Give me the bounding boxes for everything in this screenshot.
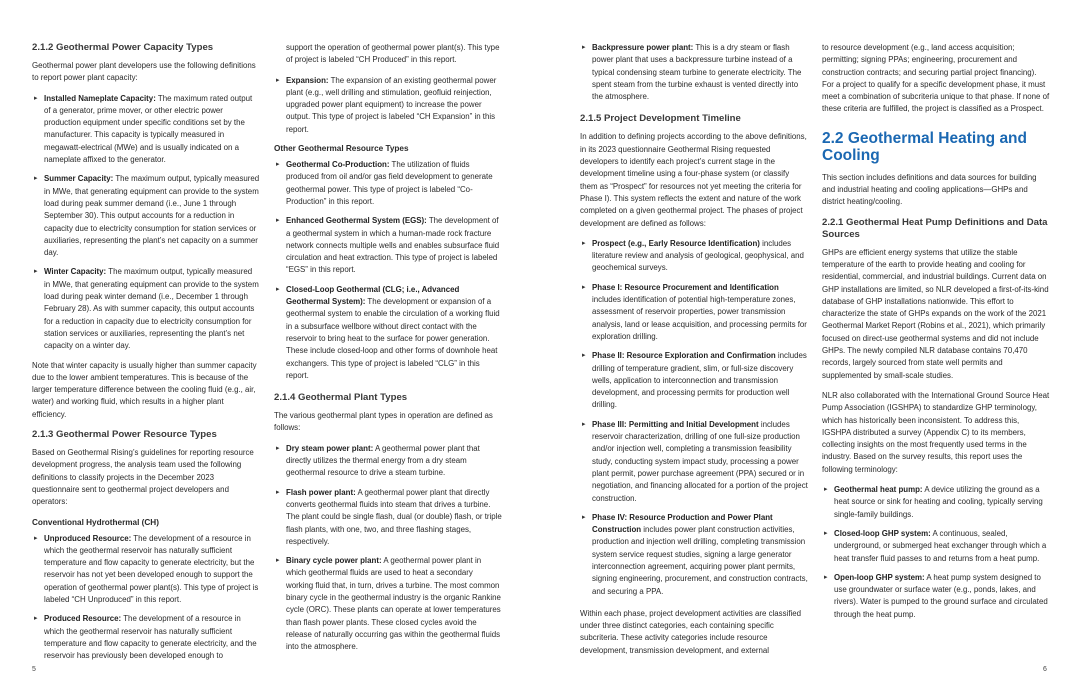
bullet-list	[32, 533, 260, 663]
paragraph: NLR also collaborated with the International Ground Source Heat Pump Association (IGSHPA) to standardize GHP terminology, which has historically been inconsistent. To address this, IGSHPA distributed a survey (Appendix C) to its members, collecting insights on the most frequently used terms in the industry. Based on the survey results, this report uses the following terminology:	[822, 390, 1050, 474]
paragraph: to resource development (e.g., land access acquisition; permitting; signing PPAs; engineering, procurement and construction contracts; and securing partial project financing). For a project to qualify for a specific development phase, it must meet a combination of subcriteria unique to that phase. If none of these criteria are fulfilled, the project is classified as a Prospect.	[822, 43, 1050, 114]
definition: A device utilizing the ground as a heat source or sink for heating and cooling, typically serving single-family buildings.	[834, 485, 1043, 519]
list-item	[274, 487, 502, 548]
section-heading-2-1-5: 2.1.5 Project Development Timeline	[580, 113, 741, 125]
paragraph: Based on Geothermal Rising’s guidelines for reporting resource development progress, the analysis team used the following definitions to classify projects in the December 2023 questionnaire sent to geothermal project developers and operators:	[32, 448, 254, 507]
list-item	[32, 613, 260, 662]
paragraph: In addition to defining projects according to the above definitions, in its 2023 questionnaire Geothermal Rising requested developers to identify each project’s current stage in the development timeline using a four-phase system (or classify them as “Prospect” for resources not yet meeting the criteria for Phase I). This system reflects the extent and nature of the work completed on a given geothermal project. The phases of project development are defined as follows:	[580, 132, 807, 228]
bullet-list	[580, 238, 808, 598]
definition: The development of a resource in which the geothermal reservoir has naturally sufficient temperature and flow capacity to generate electricity, but the reservoir has not yet been developed enough to support the operation of geothermal power plant(s). This type of project is labeled “CH Unproduced” in this report.	[44, 533, 259, 604]
subheading: Other Geothermal Resource Types	[274, 144, 409, 154]
definition: The development of a geothermal system in which a human-made rock fracture network connects multiple wells and enables subsurface fluid circulation and heat extraction. This type of project is labeled “EGS” in this report.	[286, 216, 500, 275]
paragraph: Note that winter capacity is usually higher than summer capacity due to the lower ambient temperatures. This is because of the larger temperature difference between the cooling fluid (e.g., air, water) and working fluid, which results in a higher plant efficiency.	[32, 360, 257, 419]
term: Installed Nameplate Capacity:	[44, 93, 156, 103]
list-item	[274, 555, 502, 653]
term: Binary cycle power plant:	[286, 556, 382, 566]
list-item	[274, 443, 502, 480]
list-item	[580, 282, 808, 343]
term: Prospect (e.g., Early Resource Identification)	[592, 238, 760, 248]
paragraph: support the operation of geothermal power plant(s). This type of project is labeled “CH Produced” in this report.	[286, 43, 500, 65]
definition: includes literature review and analysis of geological, geophysical, and geochemical surveys.	[592, 238, 804, 273]
term: Phase IV: Resource Production and Power Plant Construction	[592, 512, 773, 535]
paragraph: Geothermal power plant developers use the following definitions to report power plant capacity:	[32, 61, 256, 83]
section-heading-2-1-3: 2.1.3 Geothermal Power Resource Types	[32, 429, 217, 441]
term: Expansion:	[286, 75, 329, 85]
term: Enhanced Geothermal System (EGS):	[286, 216, 427, 226]
term: Dry steam power plant:	[286, 443, 374, 453]
definition: includes drilling of temperature gradient, slim, or full-size discovery wells, application to interconnection and transmission development, and processing permits for production well drilling.	[592, 351, 807, 410]
bullet-list	[274, 443, 502, 654]
paragraph: The various geothermal plant types in operation are defined as follows:	[274, 411, 493, 433]
definition: A heat pump system designed to use groundwater or surface water (e.g., ponds, lakes, and rivers). Water is pumped to the ground surface and circulated through the heat pump.	[834, 572, 1048, 619]
definition: includes identification of potential high-temperature zones, assessment of reservoir properties, power transmission analysis, land or lease acquisition, and processing permits for exploration drilling.	[592, 295, 807, 341]
definition: The development of a resource in which the geothermal reservoir has naturally sufficient temperature and flow capacity to generate electricity, and the reservoir has previously been developed enough to	[44, 614, 257, 661]
bullet-list	[822, 484, 1050, 621]
term: Backpressure power plant:	[592, 43, 694, 52]
list-item	[32, 93, 260, 167]
list-item	[580, 350, 808, 411]
column-4	[822, 42, 1050, 628]
definition: The maximum rated output of a generator, prime mover, or other electric power production equipment under specific conditions set by the manufacturer. This capacity is typically measured in megawatt-electrical (MWe) and is usually indicated on a nameplate affixed to the generator.	[44, 93, 253, 165]
definition: includes power plant construction activities, production and injection well drilling, completing transmission system service request studies, signing a large generator interconnection agreement, acquiring power plant permits, signing engineering, procurement, and construction contracts, and securing a PPA.	[592, 525, 808, 596]
page-number-right: 6	[1043, 666, 1047, 673]
list-item	[274, 75, 502, 136]
definition: A continuous, sealed, underground, or submerged heat exchanger through which a heat transfer fluid passes to and returns from a heat pump.	[834, 528, 1047, 563]
definition: includes reservoir characterization, drilling of one full-size production and/or injection well, completing a transmission feasibility study, conducting system impact study, processing a power plant permit, power purchase agreement (PPA) secured or in negotiation, and financing allocated for a portion of the project construction.	[592, 419, 808, 503]
list-item	[580, 238, 808, 275]
term: Unproduced Resource:	[44, 533, 132, 543]
term: Produced Resource:	[44, 614, 122, 624]
list-item	[580, 512, 808, 598]
paragraph: This section includes definitions and data sources for building and industrial heating and cooling applications—GHPs and district heating/cooling.	[822, 172, 1037, 207]
term: Phase III: Permitting and Initial Development	[592, 419, 759, 429]
list-item	[274, 159, 502, 208]
definition: The maximum output, typically measured in MWe, that generating equipment can provide to the system load during peak summer demand (i.e., June 1 through September 30). This output accounts for a reduction in capacity due to electricity consumption for station services or auxiliaries, representing the plant’s net capacity on a summer day.	[44, 174, 260, 258]
list-item	[32, 533, 260, 607]
section-heading-2-1-4: 2.1.4 Geothermal Plant Types	[274, 392, 408, 404]
definition: The maximum output, typically measured in MWe, that generating equipment can provide to the system load during peak winter demand (i.e., December 1 through February 28). As with summer capacity, this output accounts for a reduction in capacity due to electricity consumption for station services or auxiliaries, representing the plant’s net capacity on a winter day.	[44, 267, 259, 351]
term: Closed-Loop Geothermal (CLG; i.e., Advanced Geothermal System):	[286, 284, 460, 307]
definition: A geothermal power plant that directly utilizes the thermal energy from a dry steam geothermal resource to drive a steam turbine.	[286, 443, 480, 478]
list-item	[822, 484, 1050, 521]
list-item	[32, 173, 260, 259]
bullet-list	[32, 93, 260, 353]
definition: A geothermal power plant in which geothermal fluids are used to heat a secondary working fluid that, in turn, drives a turbine. The most common binary cycle in the geothermal industry is the organic Rankine cycle (ORC). These plants can operate at lower temperatures than flash power plants. These closed cycles avoid the release of naturally occurring gas within the geothermal fluids into the atmosphere.	[286, 556, 501, 652]
term: Geothermal heat pump:	[834, 485, 923, 495]
list-item	[580, 419, 808, 505]
term: Flash power plant:	[286, 487, 356, 497]
section-heading-2-2: 2.2 Geothermal Heating and Cooling	[822, 129, 1027, 164]
bullet-list	[580, 42, 808, 103]
section-heading-2-2-1: 2.2.1 Geothermal Heat Pump Definitions and Data Sources	[822, 216, 1048, 240]
term: Closed-loop GHP system:	[834, 528, 931, 538]
definition: This is a dry steam or flash power plant that uses a backpressure turbine instead of a typical condensing steam turbine to generate electricity. The spent steam from the turbine exhaust is vented directly into the atmosphere.	[592, 43, 802, 102]
paragraph: Within each phase, project development activities are classified under three distinct categories, each containing specific subcriteria. These activity categories include resource development, transmission development, and external	[580, 608, 802, 655]
list-item	[274, 215, 502, 276]
definition: The utilization of fluids produced from oil and/or gas field development to generate geothermal power. This type of project is labeled “Co-Production” in this report.	[286, 160, 493, 206]
list-item	[822, 572, 1050, 621]
term: Geothermal Co-Production:	[286, 160, 390, 170]
column-3	[580, 42, 808, 665]
term: Winter Capacity:	[44, 267, 107, 277]
column-1	[32, 42, 260, 669]
list-item	[580, 42, 808, 103]
list-item	[274, 284, 502, 382]
paragraph: GHPs are efficient energy systems that utilize the stable temperature of the earth to provide heating and cooling for residential, commercial, and industrial buildings. Current data on GHP installations are limited, so NLR developed a first-of-its-kind database of GHP installations nationwide. This effort to characterize the state of GHPs expands on the work of the 2021 Geothermal Market Report (Robins et al., 2021), which primarily focused on direct-use geothermal systems and did not include GHPs. The newly compiled NLR database contains 70,470 records, largely sourced from state well permits and supplemented by small-scale studies.	[822, 247, 1049, 380]
section-heading-2-1-2: 2.1.2 Geothermal Power Capacity Types	[32, 42, 214, 53]
column-2	[274, 42, 502, 660]
term: Summer Capacity:	[44, 174, 114, 184]
list-item	[32, 266, 260, 352]
subheading: Conventional Hydrothermal (CH)	[32, 517, 159, 527]
page-number-left: 5	[32, 666, 36, 673]
list-item	[822, 528, 1050, 565]
bullet-list	[274, 159, 502, 382]
definition: The development or expansion of a geothermal system to enable the circulation of a working fluid in a subsurface wellbore without direct contact with the reservoir to bring heat to the surface for power generation. These include closed-loop and other forms of downhole heat exchangers. This type of project is labeled “CLG” in this report.	[286, 297, 500, 380]
definition: The expansion of an existing geothermal power plant (e.g., well drilling and stimulation, geofluid reinjection, upgraded power plant equipment) to increase the power output. This type of project is labeled “CH Expansion” in this report.	[286, 75, 497, 134]
term: Phase II: Resource Exploration and Confirmation	[592, 351, 776, 361]
term: Open-loop GHP system:	[834, 572, 925, 582]
bullet-list	[274, 75, 502, 136]
definition: A geothermal power plant that directly converts geothermal fluids into steam that drives a turbine. The plant could be single flash, dual (or double) flash, or triple flash plants, with one, two, and three flashing stages, respectively.	[286, 487, 502, 546]
term: Phase I: Resource Procurement and Identification	[592, 282, 779, 292]
